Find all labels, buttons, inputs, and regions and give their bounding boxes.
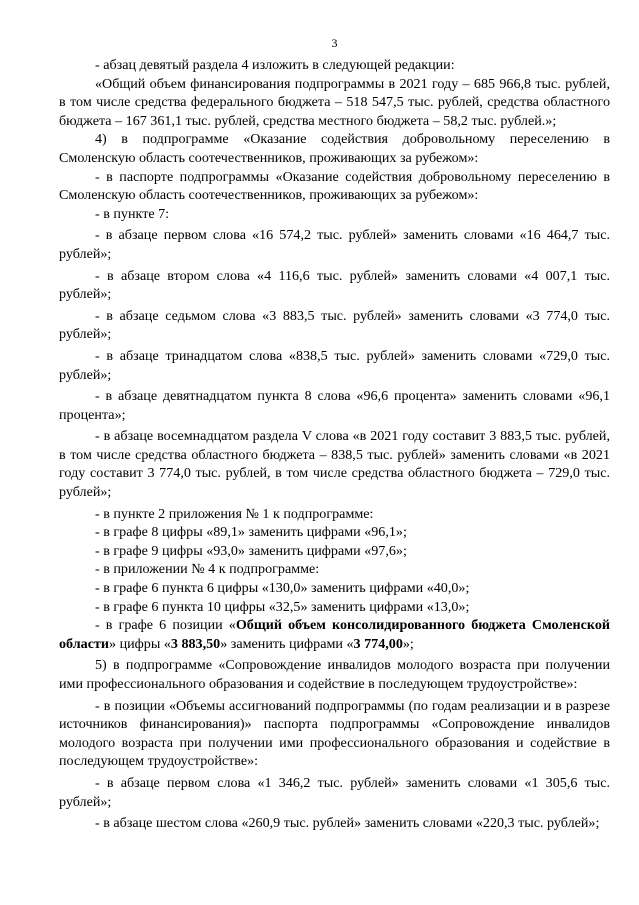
text-run: - в графе 6 позиции « [95,617,236,634]
page-number: 3 [331,36,338,50]
bold-run: Общий объем консолидированного бюджета Смоленской области [59,617,610,652]
paragraph: - в паспорте подпрограммы «Оказание содействия добровольному переселению в Смоленскую область соотечественников, проживающих за рубежом»: [59,168,610,204]
paragraph: - в абзаце восемнадцатом раздела V слова «в 2021 году составит 3 883,5 тыс. рублей, в том числе средства областного бюджета – 838,5 тыс. рублей» заменить словами «в 2021 году составит 3 774,0 тыс. рублей, в том числе средства областного бюджета – 729,0 тыс. рублей»; [59,428,610,501]
paragraph: - в пункте 7: [95,205,170,222]
bold-run: 3 883,50 [170,635,221,652]
paragraph: - в приложении № 4 к подпрограмме: [95,561,320,578]
paragraph: - в графе 6 пункта 6 цифры «130,0» заменить цифрами «40,0»; [95,580,470,597]
paragraph: - в абзаце первом слова «16 574,2 тыс. рублей» заменить словами «16 464,7 тыс. рублей»; [59,227,610,262]
text-run: » цифры « [109,635,171,652]
text-run: » заменить цифрами « [220,635,354,652]
paragraph: - в абзаце втором слова «4 116,6 тыс. рублей» заменить словами «4 007,1 тыс. рублей»; [59,267,610,303]
paragraph: - в графе 9 цифры «93,0» заменить цифрами «97,6»; [95,542,407,559]
paragraph: 5) в подпрограмме «Сопровождение инвалидов молодого возраста при получении ими профессионального образования и содействие в последующем трудоустройстве»: [59,657,610,692]
paragraph: - в графе 8 цифры «89,1» заменить цифрами «96,1»; [95,524,407,541]
paragraph: - в абзаце тринадцатом слова «838,5 тыс. рублей» заменить словами «729,0 тыс. рублей»; [59,347,610,383]
paragraph: - в пункте 2 приложения № 1 к подпрограмме: [95,505,374,522]
bold-run: 3 774,00 [353,635,403,652]
paragraph: - в абзаце седьмом слова «3 883,5 тыс. рублей» заменить словами «3 774,0 тыс. рублей»; [59,307,610,343]
paragraph: «Общий объем финансирования подпрограммы в 2021 году – 685 966,8 тыс. рублей, в том числе средства федерального бюджета – 518 547,5 тыс. рублей, средства областного бюджета – 167 361,1 тыс. рублей, средства местного бюджета – 58,2 тыс. рублей.»; [59,75,610,129]
paragraph-consolidated-budget [59,616,610,653]
paragraph: - в позиции «Объемы ассигнований подпрограммы (по годам реализации и в разрезе источников финансирования)» паспорта подпрограммы «Сопровождение инвалидов молодого возраста при получении ими профессионального образования и содействие в последующем трудоустройстве»: [59,697,610,770]
paragraph: - в абзаце первом слова «1 346,2 тыс. рублей» заменить словами «1 305,6 тыс. рублей»; [59,774,610,810]
paragraph: 4) в подпрограмме «Оказание содействия добровольному переселению в Смоленскую область соотечественников, проживающих за рубежом»: [59,131,610,166]
text-run: »; [402,635,414,652]
paragraph: - в графе 6 пункта 10 цифры «32,5» заменить цифрами «13,0»; [95,598,470,615]
paragraph: - в абзаце шестом слова «260,9 тыс. рублей» заменить словами «220,3 тыс. рублей»; [95,815,600,832]
paragraph: - абзац девятый раздела 4 изложить в следующей редакции: [95,57,455,73]
paragraph: - в абзаце девятнадцатом пункта 8 слова «96,6 процента» заменить словами «96,1 процента»; [59,388,610,423]
